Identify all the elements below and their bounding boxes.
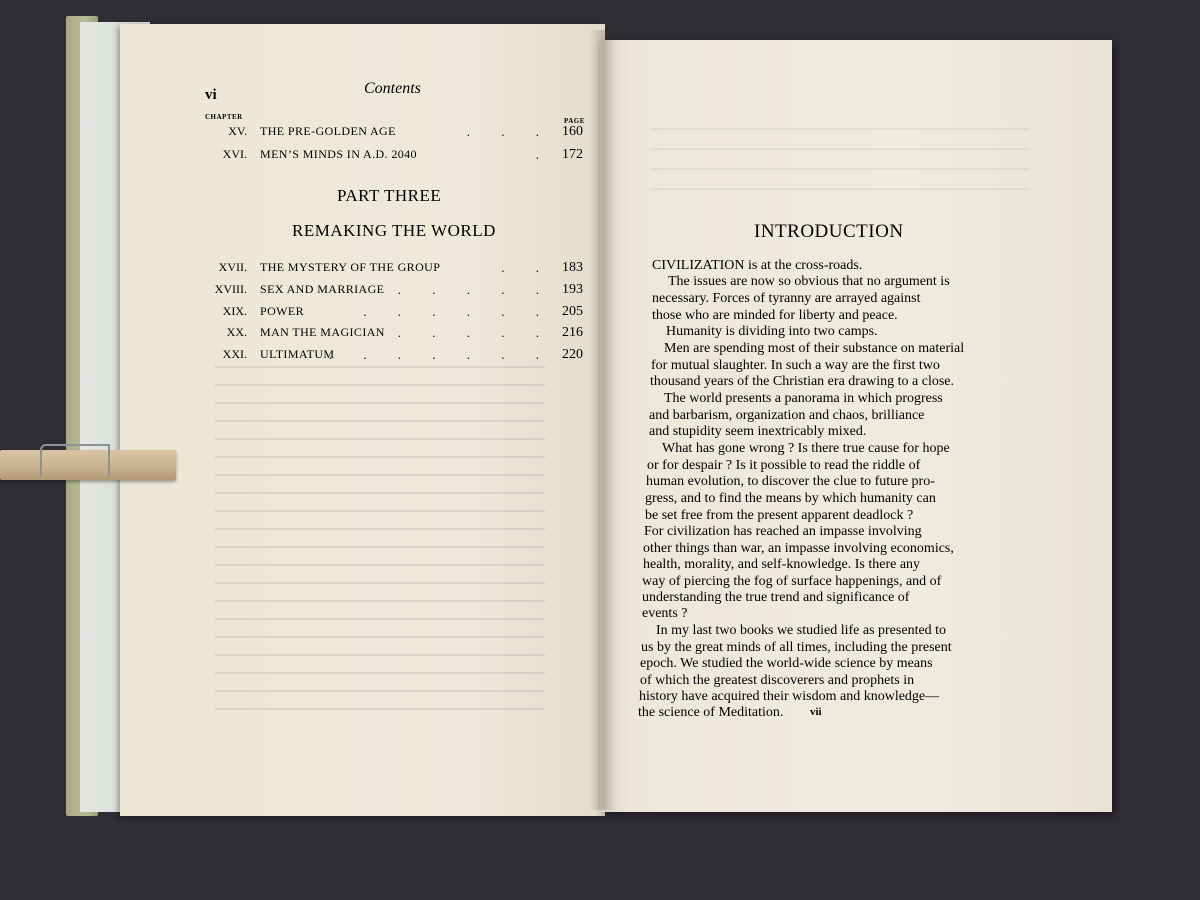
text-line: Men are spending most of their substance on material — [664, 341, 965, 356]
right-page-show-through — [650, 110, 1030, 200]
part-subtitle: REMAKING THE WORLD — [292, 221, 496, 240]
toc-page-number: 172 — [562, 147, 583, 162]
toc-chapter-title: MEN’S MINDS IN A.D. 2040 — [260, 147, 417, 161]
toc-entry — [198, 347, 583, 367]
toc-page-number: 220 — [562, 347, 583, 362]
text-line: Humanity is dividing into two camps. — [666, 324, 878, 339]
toc-page-number: 160 — [562, 124, 583, 139]
text-line: The world presents a panorama in which progress — [664, 391, 943, 406]
toc-page-number: 205 — [562, 304, 583, 319]
text-line: the science of Meditation. — [638, 705, 784, 720]
toc-chapter-number: XVII. — [218, 260, 247, 274]
toc-chapter-title: ULTIMATUM — [260, 347, 335, 361]
toc-chapter-title: POWER — [260, 304, 304, 318]
text-line: be set free from the present apparent deadlock ? — [645, 508, 914, 523]
toc-chapter-title: MAN THE MAGICIAN — [260, 325, 385, 339]
text-line: history have acquired their wisdom and knowledge— — [639, 689, 940, 704]
page-column-label: PAGE — [564, 117, 585, 125]
text-line: us by the great minds of all times, including the present — [641, 640, 952, 655]
text-line: In my last two books we studied life as presented to — [656, 623, 947, 638]
text-line: thousand years of the Christian era drawing to a close. — [650, 374, 955, 389]
text-line: of which the greatest discoverers and prophets in — [640, 673, 915, 688]
toc-chapter-number: XXI. — [222, 347, 247, 361]
text-line: or for despair ? Is it possible to read the riddle of — [647, 458, 921, 473]
leader-dots: . . — [501, 260, 553, 275]
text-line: other things than war, an impasse involving economics, — [643, 541, 954, 556]
book-gutter — [590, 30, 616, 810]
text-line: CIVILIZATION is at the cross-roads. — [652, 258, 863, 273]
text-line: events ? — [642, 606, 688, 621]
toc-entry — [198, 325, 583, 345]
right-folio: vii — [810, 706, 822, 718]
text-line: human evolution, to discover the clue to future pro- — [646, 474, 935, 489]
text-line: necessary. Forces of tyranny are arrayed against — [652, 291, 921, 306]
toc-entry — [198, 124, 583, 144]
toc-chapter-title: THE PRE-GOLDEN AGE — [260, 124, 396, 138]
text-line: The issues are now so obvious that no argument is — [668, 274, 950, 289]
leader-dots: . . . . . . . — [328, 347, 553, 362]
toc-chapter-number: XVI. — [222, 147, 247, 161]
chapter-column-label: CHAPTER — [205, 113, 243, 121]
running-head: Contents — [364, 80, 421, 97]
clothespin-spring-end — [100, 444, 110, 476]
text-line: and stupidity seem inextricably mixed. — [649, 424, 867, 439]
text-line: understanding the true trend and significance of — [642, 590, 910, 605]
toc-chapter-title: THE MYSTERY OF THE GROUP — [260, 260, 441, 274]
text-line: epoch. We studied the world-wide science by means — [640, 656, 933, 671]
text-line: gress, and to find the means by which humanity can — [645, 491, 936, 506]
leader-dots: . — [535, 147, 553, 162]
text-line: What has gone wrong ? Is there true cause for hope — [662, 441, 950, 456]
toc-entry — [198, 260, 583, 280]
toc-page-number: 183 — [562, 260, 583, 275]
toc-entry — [198, 282, 583, 302]
toc-chapter-number: XV. — [228, 124, 247, 138]
toc-page-number: 216 — [562, 325, 583, 340]
leader-dots: . . . . . — [397, 282, 553, 297]
toc-entry — [198, 147, 583, 167]
introduction-heading: INTRODUCTION — [754, 221, 904, 242]
part-heading: PART THREE — [337, 186, 442, 205]
text-line: and barbarism, organization and chaos, brilliance — [649, 408, 925, 423]
text-line: those who are minded for liberty and peace. — [652, 308, 898, 323]
toc-chapter-title: SEX AND MARRIAGE — [260, 282, 385, 296]
left-folio: vi — [205, 87, 217, 103]
leader-dots: . . . . . — [397, 325, 553, 340]
toc-page-number: 193 — [562, 282, 583, 297]
text-line: For civilization has reached an impasse involving — [644, 524, 922, 539]
text-line: for mutual slaughter. In such a way are the first two — [651, 358, 940, 373]
leader-dots: . . . . . . — [363, 304, 553, 319]
toc-chapter-number: XX. — [226, 325, 247, 339]
toc-entry — [198, 304, 583, 324]
toc-chapter-number: XIX. — [222, 304, 247, 318]
text-line: way of piercing the fog of surface happenings, and of — [642, 574, 942, 589]
left-page-show-through — [215, 350, 545, 710]
toc-chapter-number: XVIII. — [214, 282, 247, 296]
text-line: health, morality, and self-knowledge. Is there any — [643, 557, 921, 572]
leader-dots: . . . — [466, 124, 553, 139]
